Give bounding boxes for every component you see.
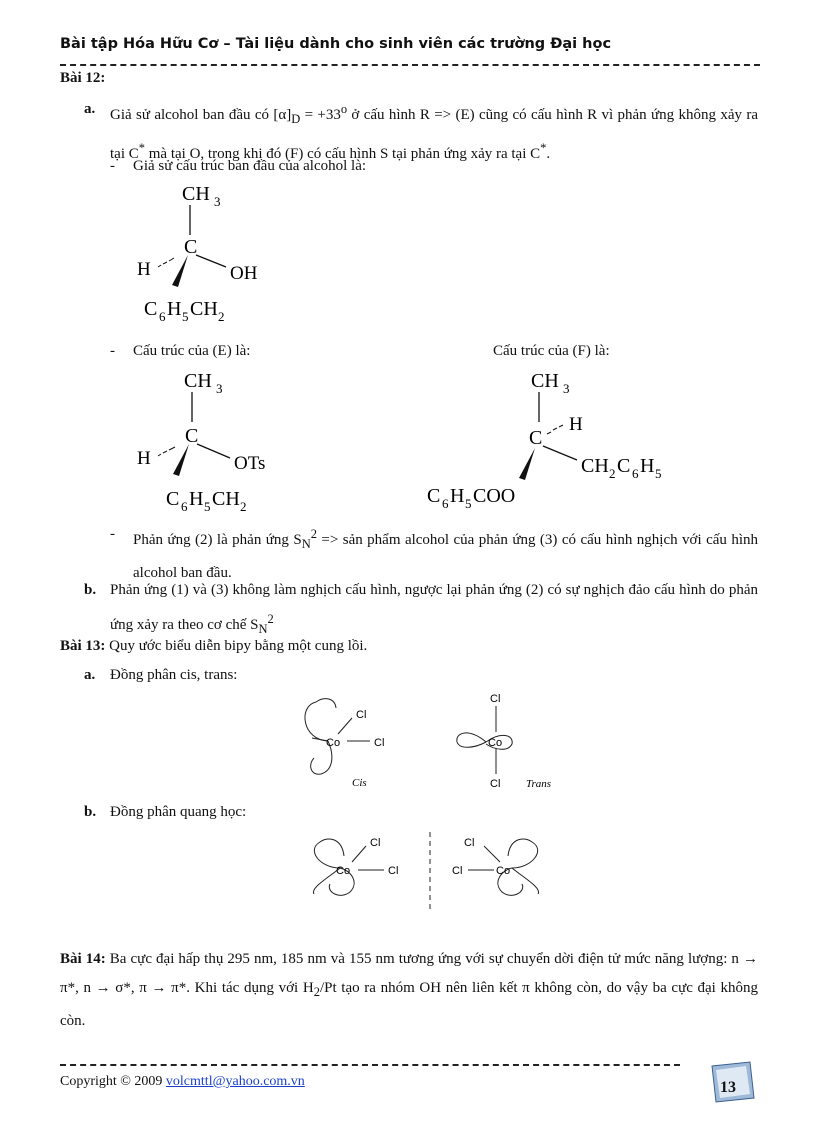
- svg-text:6: 6: [181, 499, 188, 514]
- svg-text:CH: CH: [184, 370, 212, 392]
- svg-text:CH: CH: [531, 370, 559, 392]
- svg-text:OH: OH: [230, 263, 258, 284]
- bai14-paragraph: Bài 14: Ba cực đại hấp thụ 295 nm, 185 nm và 155 nm tương ứng với sự chuyển dời điện tử mức năng lượng: n → π*, n → σ*, π → π*. Khi tác dụng với $H_2/Pt$ tạo ra nhóm OH nên liên kết π không còn, do vậy ba cực đại không còn.: [60, 951, 758, 1029]
- svg-text:Cl: Cl: [374, 737, 385, 749]
- bullet-dash: -: [110, 526, 115, 542]
- svg-text:3: 3: [214, 194, 221, 209]
- svg-text:Cis: Cis: [352, 777, 367, 789]
- svg-text:CH: CH: [212, 488, 240, 510]
- svg-text:Cl: Cl: [388, 865, 399, 877]
- bai12-b-label: b.: [84, 582, 97, 598]
- footer-copyright: Copyright © 2009 volcmttl@yahoo.com.vn: [60, 1074, 305, 1089]
- svg-text:5: 5: [204, 499, 211, 514]
- svg-text:6: 6: [632, 466, 639, 481]
- svg-text:3: 3: [563, 381, 570, 396]
- svg-text:H: H: [569, 414, 583, 435]
- svg-text:H: H: [640, 455, 655, 477]
- bai13-b-text: Đồng phân quang học:: [110, 804, 247, 820]
- svg-text:6: 6: [159, 309, 166, 324]
- bai12-a-label: a.: [84, 101, 96, 117]
- f-structure-label: Cấu trúc của (F) là:: [493, 343, 610, 359]
- svg-text:C: C: [427, 485, 441, 507]
- svg-text:Cl: Cl: [370, 837, 381, 849]
- svg-text:CH: CH: [581, 455, 609, 477]
- e-structure-label: Cấu trúc của (E) là:: [133, 343, 251, 359]
- bullet-dash: -: [110, 343, 115, 359]
- svg-text:Co: Co: [326, 737, 341, 749]
- bai12-title: Bài 12:: [60, 70, 106, 86]
- svg-text:H: H: [189, 488, 204, 510]
- svg-text:Co: Co: [488, 737, 503, 749]
- svg-text:2: 2: [609, 466, 616, 481]
- svg-text:C: C: [617, 455, 631, 477]
- svg-text:Cl: Cl: [464, 837, 475, 849]
- svg-text:C: C: [184, 236, 198, 258]
- initial-structure-label: Giả sử cấu trúc ban đầu của alcohol là:: [133, 158, 367, 174]
- bai13-heading: Bài 13: Quy ước biểu diễn bipy bằng một cung lồi.: [60, 638, 368, 654]
- bullet-dash: -: [110, 158, 115, 174]
- svg-text:Cl: Cl: [452, 865, 463, 877]
- svg-text:3: 3: [216, 381, 223, 396]
- svg-text:2: 2: [218, 309, 225, 324]
- bai13-b-label: b.: [84, 804, 97, 820]
- svg-text:6: 6: [442, 496, 449, 511]
- svg-text:Cl: Cl: [356, 709, 367, 721]
- footer-divider: [60, 1064, 680, 1066]
- svg-text:Co: Co: [336, 865, 351, 877]
- svg-text:H: H: [137, 448, 151, 469]
- svg-text:5: 5: [182, 309, 189, 324]
- bai13-a-label: a.: [84, 667, 96, 683]
- svg-text:Trans: Trans: [526, 778, 552, 790]
- e-structure: [130, 362, 300, 522]
- svg-text:2: 2: [240, 499, 247, 514]
- svg-text:H: H: [137, 259, 151, 280]
- svg-text:CH: CH: [190, 298, 218, 320]
- cis-trans-diagram: [290, 688, 580, 798]
- svg-text:Cl: Cl: [490, 693, 501, 705]
- svg-text:5: 5: [655, 466, 662, 481]
- svg-text:CH: CH: [182, 183, 210, 205]
- bai12-b-paragraph: Phản ứng (1) và (3) không làm nghịch cấu hình, ngược lại phản ứng (2) có sự nghịch đảo cấu hình do phản ứng xảy ra theo cơ chế $S_N^2$: [110, 582, 758, 636]
- page-header-title: Bài tập Hóa Hữu Cơ – Tài liệu dành cho sinh viên các trường Đại học: [60, 36, 612, 52]
- svg-text:OTs: OTs: [234, 453, 266, 474]
- svg-text:Cl: Cl: [490, 778, 501, 790]
- svg-text:H: H: [450, 485, 465, 507]
- svg-text:Co: Co: [496, 865, 511, 877]
- alcohol-structure: [130, 175, 290, 335]
- svg-text:COO: COO: [473, 485, 516, 507]
- bai13-a-text: Đồng phân cis, trans:: [110, 667, 238, 683]
- bai12-a-paragraph: Giả sử alcohol ban đầu có $[\alpha]_D = +33^o$ ở cấu hình R => (E) cũng có cấu hình R vì phản ứng không xảy ra tại C* mà tại O, trong khi đó (F) có cấu hình S tại phản ứng xảy ra tại C*.: [110, 102, 759, 162]
- page-number-badge: [708, 1058, 758, 1104]
- optical-isomer-diagram: [300, 828, 560, 913]
- footer-email-link[interactable]: volcmttl@yahoo.com.vn: [165, 1074, 305, 1089]
- header-divider: [60, 64, 760, 66]
- svg-text:13: 13: [720, 1079, 736, 1096]
- svg-text:5: 5: [465, 496, 472, 511]
- svg-text:C: C: [185, 425, 199, 447]
- f-structure: [425, 362, 685, 522]
- svg-text:C: C: [166, 488, 180, 510]
- svg-text:C: C: [529, 427, 543, 449]
- svg-text:C: C: [144, 298, 158, 320]
- svg-text:H: H: [167, 298, 182, 320]
- sn2-paragraph: Phản ứng (2) là phản ứng $S_N^2$ => sản phẩm alcohol của phản ứng (3) có cấu hình nghịch với cấu hình alcohol ban đầu.: [133, 527, 759, 581]
